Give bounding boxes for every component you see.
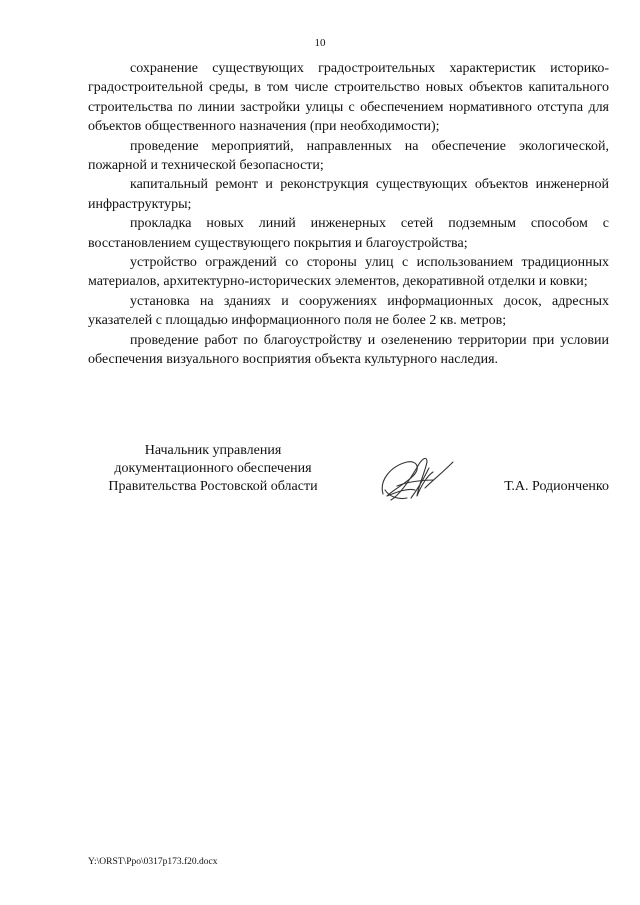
position-line: Начальник управления [144,443,282,458]
signature-block [88,442,609,512]
paragraph: проведение работ по благоустройству и озеленению территории при условии обеспечения визуального восприятия объекта культурного наследия. [88,332,609,368]
document-body [88,59,609,370]
signatory-position [88,442,338,496]
paragraph: установка на зданиях и сооружениях информационных досок, адресных указателей с площадью информационного поля не более 2 кв. метров; [88,293,609,329]
signatory-name: Т.А. Родионченко [504,479,609,494]
paragraph: сохранение существующих градостроительных характеристик историко-градостроительной среды, в том числе строительство новых объектов капитального строительства по линии застройки улицы с обеспечением нормативного отступа для объектов общественного назначения (при необходимости); [88,61,609,135]
position-line: документационного обеспечения [114,461,312,476]
paragraph: проведение мероприятий, направленных на обеспечение экологической, пожарной и технической безопасности; [88,138,609,174]
page-number: 10 [314,37,326,49]
file-path-footer: Y:\ORST\Ppo\0317p173.f20.docx [88,857,218,867]
paragraph: капитальный ремонт и реконструкция существующих объектов инженерной инфраструктуры; [88,177,609,212]
handwritten-signature [377,450,457,508]
paragraph: устройство ограждений со стороны улиц с использованием традиционных материалов, архитектурно-исторических элементов, декоративной отделки и ковки; [88,255,609,290]
paragraph: прокладка новых линий инженерных сетей подземным способом с восстановлением существующего покрытия и благоустройства; [88,216,609,251]
position-line: Правительства Ростовской области [108,479,318,494]
